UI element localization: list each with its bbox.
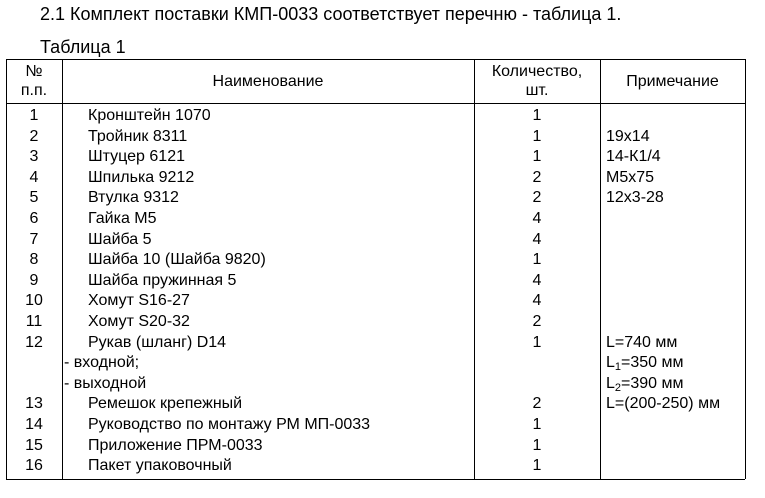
note-subscript: 2: [614, 381, 622, 394]
table-row: [6, 291, 745, 312]
row-name: Шайба пружинная 5: [88, 271, 237, 289]
row-quantity: 2: [532, 168, 542, 186]
row-name: Рукав (шланг) D14: [88, 333, 227, 351]
table-row: [6, 127, 745, 148]
row-number: 15: [25, 436, 43, 454]
header-num: [6, 59, 62, 103]
row-quantity: 4: [532, 230, 542, 248]
table-row: [6, 312, 745, 333]
row-note: 12х3-28: [606, 189, 664, 207]
header-separator: [6, 103, 745, 104]
header-num-line2: п.п.: [20, 82, 48, 99]
note-value: =350 мм: [621, 354, 684, 372]
row-number: 11: [25, 312, 43, 330]
row-number: 2: [29, 127, 39, 145]
row-quantity: 1: [532, 127, 542, 145]
header-num-line1: №: [25, 63, 43, 80]
row-name: Приложение ПРМ-0033: [88, 436, 263, 454]
note-value: =390 мм: [621, 374, 684, 392]
header-name: Наименование: [212, 72, 324, 90]
row-quantity: 1: [532, 436, 542, 454]
table-row: [6, 106, 745, 127]
table-row: [6, 374, 745, 395]
row-number: 10: [25, 292, 43, 310]
row-name: Кронштейн 1070: [88, 107, 211, 124]
row-quantity: 1: [532, 148, 542, 166]
table-row: [6, 394, 745, 415]
row-note: М5х75: [606, 168, 655, 186]
table-row: [6, 230, 745, 251]
row-name: Штуцер 6121: [88, 148, 185, 166]
row-quantity: 1: [532, 415, 542, 433]
row-name: Хомут S16-27: [88, 292, 190, 310]
table-row: [6, 209, 745, 230]
note-subscript: 1: [614, 361, 622, 374]
table-border-right: [745, 59, 746, 479]
row-number: 16: [25, 457, 43, 475]
row-note: L=740 мм: [606, 333, 678, 351]
row-number: 9: [29, 271, 39, 289]
row-number: 1: [29, 107, 39, 124]
row-number: 14: [25, 415, 43, 433]
section-heading: 2.1 Комплект поставки КМП-0033 соответствует перечню - таблица 1.: [40, 4, 622, 24]
row-name: Хомут S20-32: [88, 312, 190, 330]
row-number: 3: [29, 148, 39, 166]
row-quantity: 4: [532, 209, 542, 227]
table-row: [6, 353, 745, 374]
table-row: [6, 333, 745, 354]
row-number: 8: [29, 251, 39, 269]
table-row: [6, 250, 745, 271]
table-row: [6, 168, 745, 189]
row-number: 12: [25, 333, 43, 351]
row-quantity: 2: [532, 395, 542, 413]
table-row: [6, 271, 745, 292]
row-name: Гайка М5: [88, 209, 157, 227]
row-name: - выходной: [64, 374, 147, 392]
row-quantity: 1: [532, 251, 542, 269]
row-name: - входной;: [64, 354, 140, 372]
row-quantity: 2: [532, 189, 542, 207]
row-quantity: 4: [532, 292, 542, 310]
row-note: 14-К1/4: [606, 148, 661, 166]
table-row: [6, 415, 745, 436]
row-name: Втулка 9312: [88, 189, 179, 207]
row-note: 19х14: [606, 127, 650, 145]
row-number: 4: [29, 168, 39, 186]
row-quantity: 1: [532, 107, 542, 124]
table-body: [6, 106, 745, 477]
table-caption: Таблица 1: [40, 37, 126, 57]
row-name: Пакет упаковочный: [88, 457, 232, 475]
row-note: [606, 374, 684, 394]
delivery-table: [6, 59, 745, 479]
row-name: Руководство по монтажу РМ МП-0033: [88, 415, 371, 433]
table-row: [6, 147, 745, 168]
row-name: Ремешок крепежный: [88, 395, 243, 413]
row-number: 7: [29, 230, 39, 248]
row-name: Шпилька 9212: [88, 168, 195, 186]
row-note: L=(200-250) мм: [606, 395, 721, 413]
row-number: 13: [25, 395, 43, 413]
note-letter: L: [606, 354, 615, 372]
header-qty-line1: Количество,: [491, 63, 583, 80]
row-name: Шайба 10 (Шайба 9820): [88, 251, 266, 269]
row-quantity: 2: [532, 312, 542, 330]
header-note: Примечание: [626, 72, 719, 90]
table-row: [6, 436, 745, 457]
row-quantity: 1: [532, 333, 542, 351]
row-name: Тройник 8311: [88, 127, 188, 145]
row-quantity: 4: [532, 271, 542, 289]
row-number: 6: [29, 209, 39, 227]
row-note: [606, 353, 684, 373]
table-row: [6, 188, 745, 209]
row-number: 5: [29, 189, 39, 207]
row-quantity: 1: [532, 457, 542, 475]
row-name: Шайба 5: [88, 230, 152, 248]
table-border-bottom: [6, 479, 745, 480]
table-row: [6, 456, 745, 477]
header-qty: [474, 59, 600, 103]
header-qty-line2: шт.: [525, 82, 549, 99]
note-letter: L: [606, 374, 615, 392]
